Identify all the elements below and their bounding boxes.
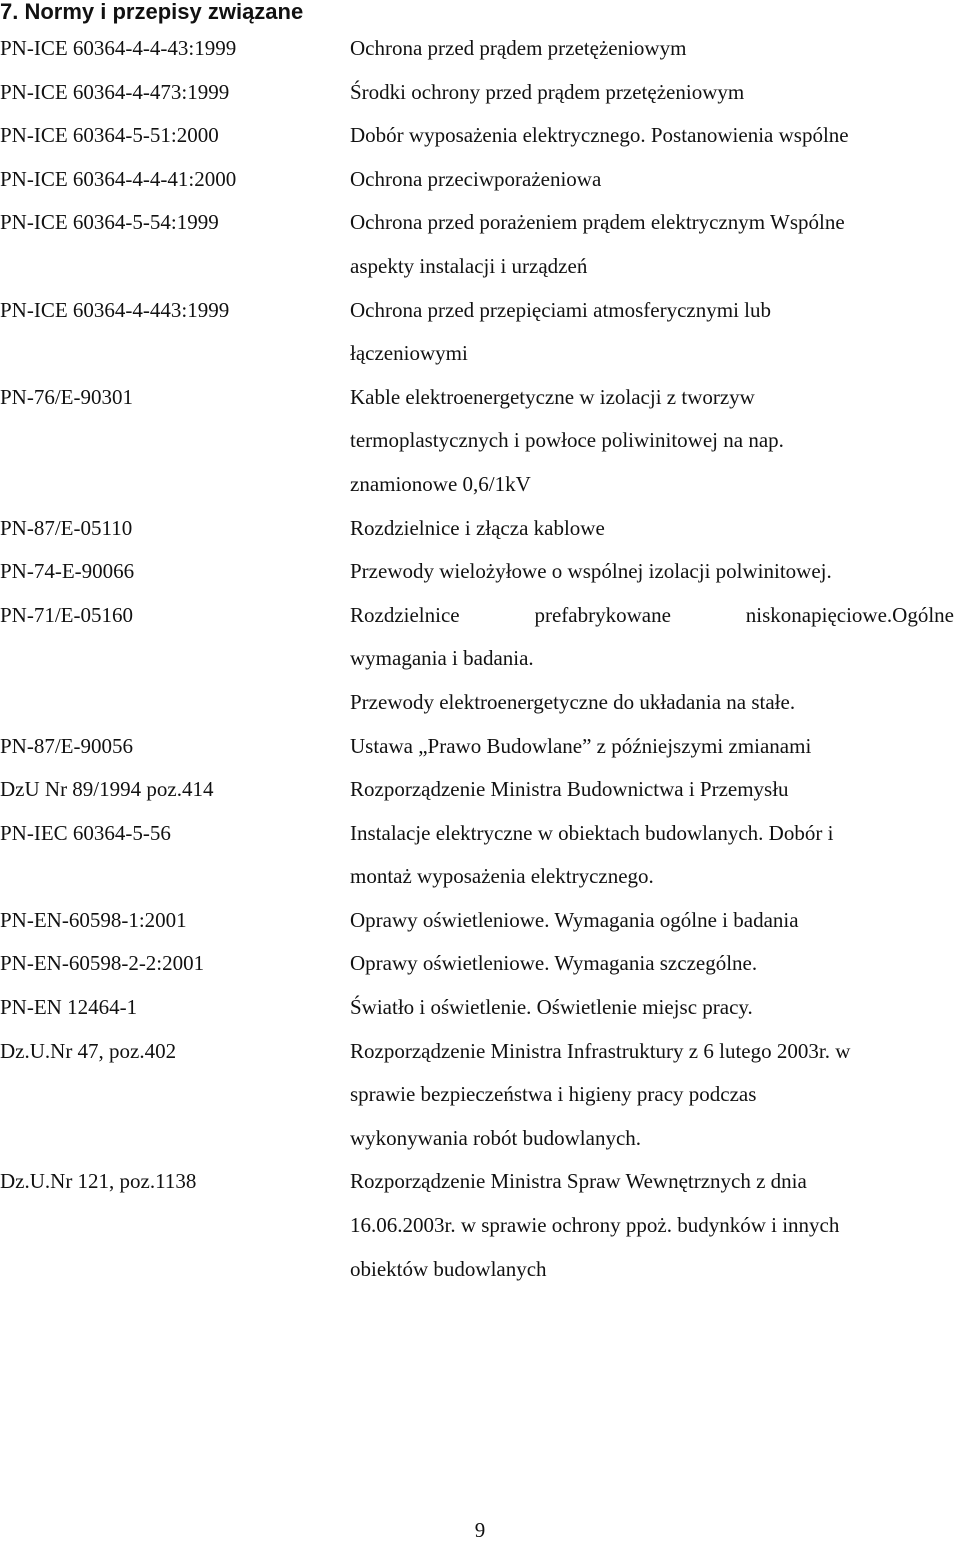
norm-code: Dz.U.Nr 47, poz.402 — [0, 1038, 177, 1063]
norm-description-line: Instalacje elektryczne w obiektach budowlanych. Dobór i — [350, 820, 834, 845]
norm-row — [0, 27, 960, 71]
norm-code: DzU Nr 89/1994 poz.414 — [0, 777, 214, 802]
norm-description — [350, 594, 954, 725]
norm-description-line: Ochrona przeciwporażeniowa — [350, 166, 602, 191]
page-number: 9 — [474, 1518, 486, 1542]
norm-row — [0, 768, 960, 812]
norm-row — [0, 812, 960, 899]
norm-row — [0, 594, 960, 725]
norm-description-line: Światło i oświetlenie. Oświetlenie miejsc pracy. — [350, 995, 753, 1020]
norm-description-line: termoplastycznych i powłoce poliwinitowej na nap. — [350, 428, 784, 453]
norm-description — [350, 768, 954, 812]
norm-description-line: znamionowe 0,6/1kV — [350, 471, 531, 496]
norm-code: PN-87/E-90056 — [0, 733, 133, 758]
norm-description-line: Rozdzielnice prefabrykowane niskonapięciowe.Ogólne — [350, 602, 954, 627]
norm-code: PN-EN-60598-2-2:2001 — [0, 951, 205, 976]
norm-row — [0, 550, 960, 594]
norm-code: PN-71/E-05160 — [0, 602, 133, 627]
norm-description — [350, 1160, 954, 1291]
norm-description — [350, 71, 954, 115]
norm-code: PN-EN 12464-1 — [0, 995, 138, 1020]
norm-description-line: łączeniowymi — [350, 341, 468, 366]
norm-description-line: aspekty instalacji i urządzeń — [350, 253, 588, 278]
norm-code: PN-ICE 60364-4-473:1999 — [0, 79, 230, 104]
norm-description — [350, 899, 954, 943]
norm-description-line: wykonywania robót budowlanych. — [350, 1125, 642, 1150]
norm-description-line: Przewody wielożyłowe o wspólnej izolacji polwinitowej. — [350, 559, 832, 584]
norm-row — [0, 725, 960, 769]
norm-code: PN-ICE 60364-5-51:2000 — [0, 123, 219, 148]
norm-description-line: Rozporządzenie Ministra Budownictwa i Przemysłu — [350, 777, 789, 802]
norm-code: PN-ICE 60364-4-4-41:2000 — [0, 166, 237, 191]
norm-description-line: Ochrona przed przepięciami atmosferycznymi lub — [350, 297, 771, 322]
norm-code: PN-ICE 60364-4-443:1999 — [0, 297, 230, 322]
norm-description-line: sprawie bezpieczeństwa i higieny pracy podczas — [350, 1082, 757, 1107]
norm-description-line: Oprawy oświetleniowe. Wymagania ogólne i badania — [350, 907, 799, 932]
norm-description — [350, 986, 954, 1030]
norm-description — [350, 158, 954, 202]
norm-code: PN-76/E-90301 — [0, 384, 133, 409]
norm-row — [0, 289, 960, 376]
norm-code: PN-ICE 60364-4-4-43:1999 — [0, 36, 237, 60]
norm-description — [350, 201, 954, 288]
norm-row — [0, 158, 960, 202]
norm-description-line: Rozdzielnice i złącza kablowe — [350, 515, 605, 540]
norm-row — [0, 201, 960, 288]
norm-row — [0, 986, 960, 1030]
norm-description-line: wymagania i badania. — [350, 646, 534, 671]
norm-description — [350, 507, 954, 551]
norm-description — [350, 289, 954, 376]
norm-description — [350, 812, 954, 899]
norm-description — [350, 114, 954, 158]
norm-code: PN-IEC 60364-5-56 — [0, 820, 171, 845]
norm-description — [350, 1030, 954, 1161]
norm-description-line: Rozporządzenie Ministra Spraw Wewnętrznych z dnia — [350, 1169, 807, 1194]
norm-code: PN-ICE 60364-5-54:1999 — [0, 210, 219, 235]
norm-row — [0, 71, 960, 115]
norm-description-line: Oprawy oświetleniowe. Wymagania szczególne. — [350, 951, 758, 976]
norm-row — [0, 114, 960, 158]
norm-description-line: montaż wyposażenia elektrycznego. — [350, 864, 654, 889]
norm-row — [0, 899, 960, 943]
norm-description-line: Ochrona przed porażeniem prądem elektrycznym Wspólne — [350, 210, 845, 235]
norm-description-line: 16.06.2003r. w sprawie ochrony ppoż. budynków i innych — [350, 1213, 840, 1238]
norm-description-line: Przewody elektroenergetyczne do układania na stałe. — [350, 689, 796, 714]
norm-description — [350, 550, 954, 594]
norm-code: PN-EN-60598-1:2001 — [0, 907, 187, 932]
norm-description-line: Środki ochrony przed prądem przetężeniowym — [350, 79, 745, 104]
norm-description — [350, 942, 954, 986]
norm-description — [350, 376, 954, 507]
norms-list — [0, 27, 960, 1291]
norm-description-line: obiektów budowlanych — [350, 1256, 547, 1281]
norm-description-line: Rozporządzenie Ministra Infrastruktury z 6 lutego 2003r. w — [350, 1038, 851, 1063]
norm-code: PN-74-E-90066 — [0, 559, 135, 584]
norm-row — [0, 376, 960, 507]
norm-description-line: Kable elektroenergetyczne w izolacji z tworzyw — [350, 384, 755, 409]
norm-row — [0, 507, 960, 551]
norm-description — [350, 27, 954, 71]
norm-description-line: Ustawa „Prawo Budowlane” z późniejszymi zmianami — [350, 733, 812, 758]
norm-row — [0, 1160, 960, 1291]
norm-description-line: Ochrona przed prądem przetężeniowym — [350, 36, 687, 60]
norm-description-line: Dobór wyposażenia elektrycznego. Postanowienia wspólne — [350, 123, 849, 148]
norm-code: PN-87/E-05110 — [0, 515, 133, 540]
section-title: 7. Normy i przepisy związane — [0, 0, 304, 24]
norm-row — [0, 1030, 960, 1161]
norm-code: Dz.U.Nr 121, poz.1138 — [0, 1169, 197, 1194]
norm-description — [350, 725, 954, 769]
norm-row — [0, 942, 960, 986]
